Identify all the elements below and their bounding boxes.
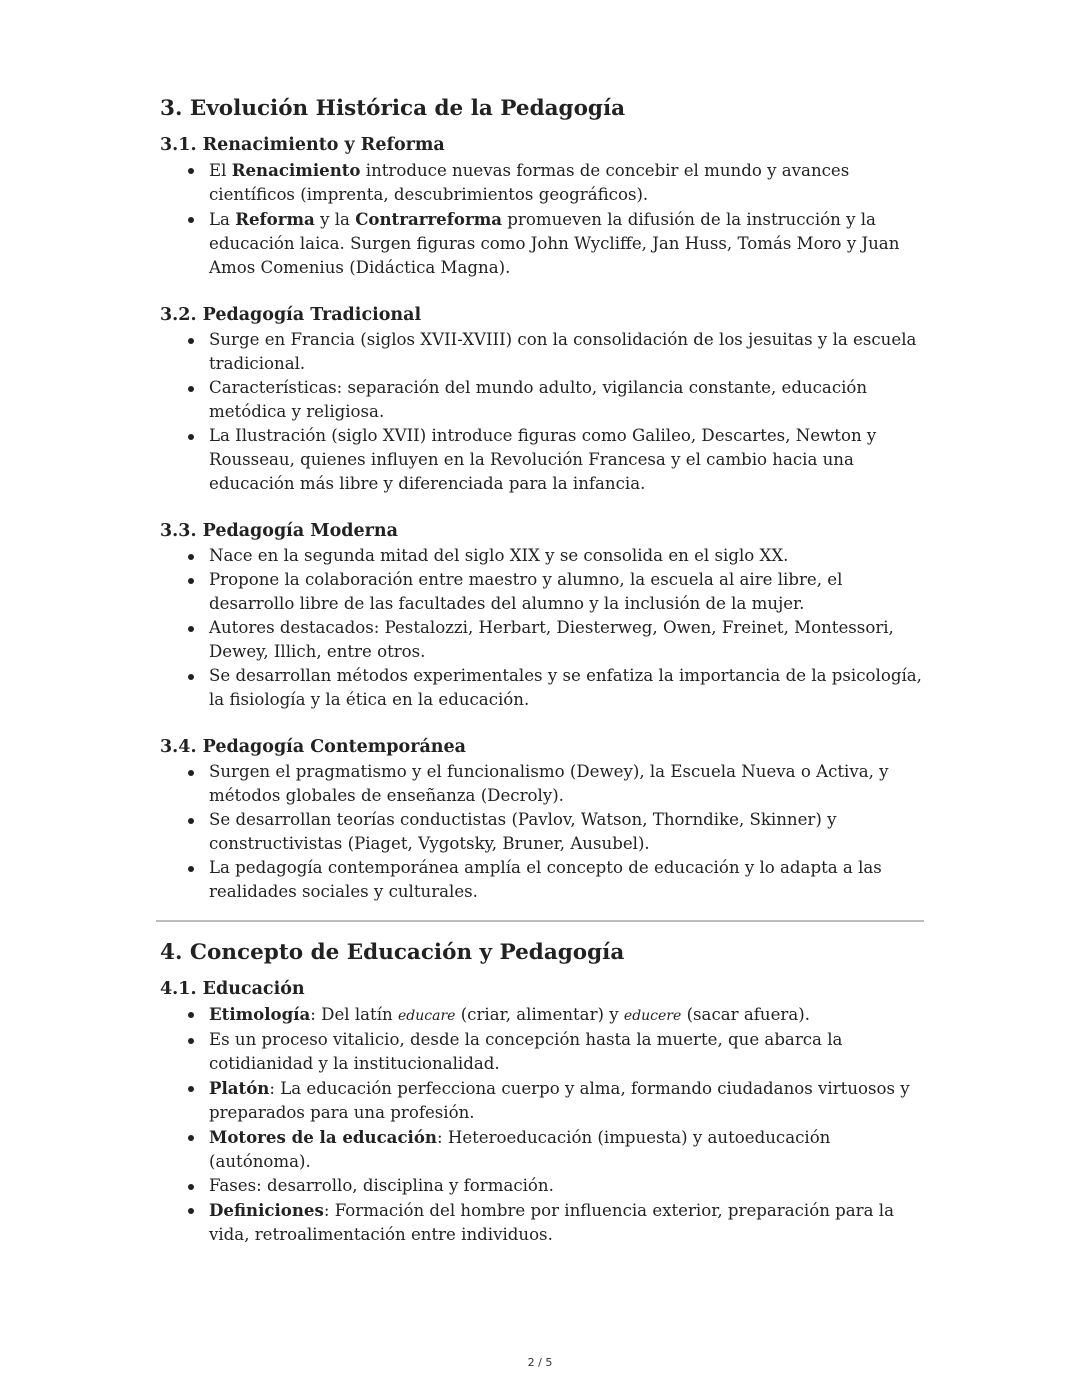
- list-item: Autores destacados: Pestalozzi, Herbart, Diesterweg, Owen, Freinet, Montessori, Dewey, Illich, entre otros.: [209, 616, 922, 664]
- subsection-3-2-heading: 3.2. Pedagogía Tradicional: [160, 305, 422, 325]
- list-item: Fases: desarrollo, disciplina y formación.: [209, 1174, 922, 1198]
- subsection-3-3: [160, 518, 922, 712]
- section-3-heading: 3. Evolución Histórica de la Pedagogía: [160, 96, 626, 121]
- section-4-heading: 4. Concepto de Educación y Pedagogía: [160, 940, 625, 965]
- subsection-3-1: [160, 132, 922, 280]
- list-item: Se desarrollan teorías conductistas (Pavlov, Watson, Thorndike, Skinner) y constructivistas (Piaget, Vygotsky, Bruner, Ausubel).: [209, 808, 922, 856]
- section-divider: [156, 920, 924, 922]
- bold-term: Platón: [209, 1078, 270, 1098]
- latin-word: educere: [623, 1008, 682, 1024]
- list-item: La pedagogía contemporánea amplía el concepto de educación y lo adapta a las realidades sociales y culturales.: [209, 856, 922, 904]
- list-item: Es un proceso vitalicio, desde la concepción hasta la muerte, que abarca la cotidianidad y la institucionalidad.: [209, 1028, 922, 1076]
- list-item: Surge en Francia (siglos XVII-XVIII) con la consolidación de los jesuitas y la escuela tradicional.: [209, 328, 922, 376]
- subsection-3-4-heading: 3.4. Pedagogía Contemporánea: [160, 737, 466, 757]
- subsection-3-4: [160, 734, 922, 904]
- list-item: Etimología: Del latín educare (criar, alimentar) y educere (sacar afuera).: [209, 1002, 922, 1028]
- latin-word: educare: [398, 1008, 456, 1024]
- subsection-3-3-heading: 3.3. Pedagogía Moderna: [160, 521, 398, 541]
- list-item: Motores de la educación: Heteroeducación (impuesta) y autoeducación (autónoma).: [209, 1125, 922, 1174]
- list-item: La Reforma y la Contrarreforma promueven la difusión de la instrucción y la educación laica. Surgen figuras como John Wycliffe, Jan Huss, Tomás Moro y Juan Amos Comenius (Didáctica Magna).: [209, 207, 922, 280]
- list-item: Surgen el pragmatismo y el funcionalismo (Dewey), la Escuela Nueva o Activa, y métodos globales de enseñanza (Decroly).: [209, 760, 922, 808]
- document-page: [160, 92, 922, 1269]
- subsection-3-3-list: [160, 544, 922, 712]
- bold-term: Etimología: [209, 1004, 311, 1024]
- bold-term: Definiciones: [209, 1200, 324, 1220]
- subsection-3-1-heading: 3.1. Renacimiento y Reforma: [160, 135, 445, 155]
- list-item: Nace en la segunda mitad del siglo XIX y se consolida en el siglo XX.: [209, 544, 922, 568]
- subsection-3-2-list: [160, 328, 922, 496]
- list-item: Definiciones: Formación del hombre por influencia exterior, preparación para la vida, retroalimentación entre individuos.: [209, 1198, 922, 1247]
- list-item: El Renacimiento introduce nuevas formas de concebir el mundo y avances científicos (imprenta, descubrimientos geográficos).: [209, 158, 922, 207]
- list-item: Se desarrollan métodos experimentales y se enfatiza la importancia de la psicología, la fisiología y la ética en la educación.: [209, 664, 922, 712]
- subsection-4-1-heading: 4.1. Educación: [160, 979, 305, 999]
- list-item: Características: separación del mundo adulto, vigilancia constante, educación metódica y religiosa.: [209, 376, 922, 424]
- bold-term: Motores de la educación: [209, 1127, 437, 1147]
- bold-term: Reforma: [235, 209, 315, 229]
- bold-term: Renacimiento: [231, 160, 361, 180]
- list-item: Platón: La educación perfecciona cuerpo y alma, formando ciudadanos virtuosos y preparados para una profesión.: [209, 1076, 922, 1125]
- subsection-3-4-list: [160, 760, 922, 904]
- list-item: Propone la colaboración entre maestro y alumno, la escuela al aire libre, el desarrollo libre de las facultades del alumno y la inclusión de la mujer.: [209, 568, 922, 616]
- bold-term: Contrarreforma: [355, 209, 503, 229]
- list-item: La Ilustración (siglo XVII) introduce figuras como Galileo, Descartes, Newton y Rousseau, quienes influyen en la Revolución Francesa y el cambio hacia una educación más libre y diferenciada para la infancia.: [209, 424, 922, 496]
- page-number: 2 / 5: [527, 1356, 553, 1369]
- subsection-3-1-list: [160, 158, 922, 280]
- subsection-3-2: [160, 302, 922, 496]
- subsection-4-1-list: [160, 1002, 922, 1247]
- subsection-4-1: [160, 976, 922, 1247]
